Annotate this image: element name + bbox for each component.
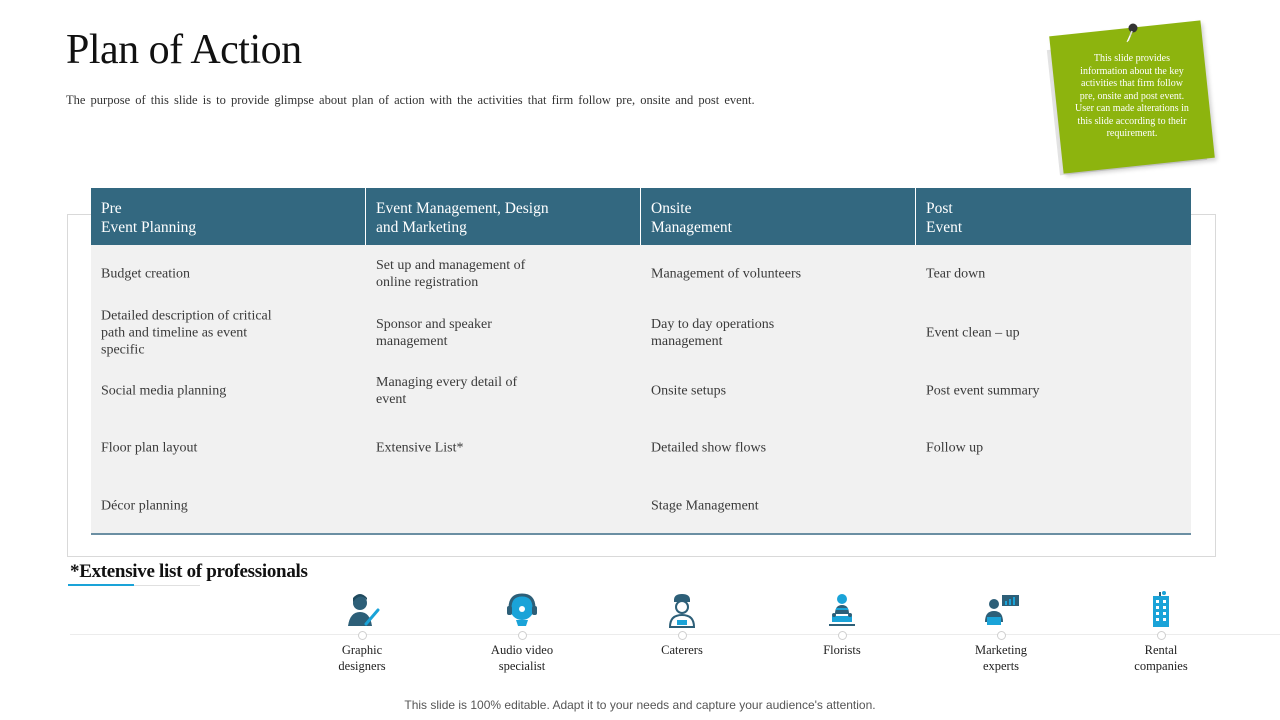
- connector-dot: [358, 631, 367, 640]
- table-cell: Social media planning: [101, 383, 227, 399]
- chef-icon: [662, 590, 702, 630]
- table-cell: Tear down: [926, 266, 986, 282]
- connector-dot: [997, 631, 1006, 640]
- professional-label: Florists: [823, 643, 861, 657]
- professional-caterers: [627, 590, 737, 658]
- professional-label: Graphic designers: [338, 643, 386, 673]
- table-cell: Budget creation: [101, 266, 191, 282]
- table-cell: Managing every detail of event: [376, 375, 518, 407]
- table-cell: Décor planning: [101, 498, 188, 514]
- marketing-icon: [981, 590, 1021, 630]
- heading-divider: [134, 585, 200, 586]
- pushpin-icon: [1124, 22, 1140, 44]
- professional-audio-video: [467, 590, 577, 674]
- heading-accent-line: [68, 584, 134, 586]
- table-cell: Management of volunteers: [651, 266, 802, 282]
- header-event-management: Event Management, Design and Marketing: [366, 188, 641, 245]
- professional-marketing: [946, 590, 1056, 674]
- professional-label: Rental companies: [1134, 643, 1188, 673]
- header-pre-event: Pre Event Planning: [91, 188, 366, 245]
- building-icon: [1141, 590, 1181, 630]
- table-cell: Sponsor and speaker management: [376, 317, 492, 349]
- professional-label: Marketing experts: [974, 643, 1028, 673]
- table-cell: Event clean – up: [926, 325, 1020, 341]
- plan-table: [91, 188, 1191, 535]
- table-cell: Detailed description of critical path and timeline as event specific: [101, 308, 272, 358]
- header-onsite: Onsite Management: [641, 188, 916, 245]
- table-cell: Extensive List*: [376, 440, 464, 456]
- table-cell: Detailed show flows: [651, 440, 767, 456]
- florist-icon: [822, 590, 862, 630]
- professional-graphic-designers: [307, 590, 417, 674]
- professionals-heading: *Extensive list of professionals: [70, 561, 308, 582]
- header-post-event: Post Event: [916, 188, 1191, 245]
- table-header: [91, 188, 1191, 245]
- footer-note: This slide is 100% editable. Adapt it to your needs and capture your audience's attention.: [404, 698, 876, 712]
- graphic-designer-icon: [342, 590, 382, 630]
- headphones-icon: [502, 590, 542, 630]
- table-cell: Stage Management: [651, 498, 759, 514]
- connector-dot: [518, 631, 527, 640]
- table-cell: Set up and management of online registration: [376, 258, 526, 290]
- professional-label: Audio video specialist: [490, 643, 554, 673]
- table-cell: Post event summary: [926, 383, 1040, 399]
- connector-dot: [678, 631, 687, 640]
- table-cell: Follow up: [926, 440, 984, 456]
- professional-florists: [787, 590, 897, 658]
- connector-dot: [838, 631, 847, 640]
- page-title: Plan of Action: [66, 27, 302, 73]
- professional-rental: [1106, 590, 1216, 674]
- sticky-note-text: This slide provides information about the key activities that firm follow pre, onsite and post event. User can made alterations in this slide according to their requirement.: [1075, 53, 1189, 140]
- connector-dot: [1157, 631, 1166, 640]
- professional-label: Caterers: [661, 643, 703, 657]
- table-cell: Onsite setups: [651, 383, 727, 399]
- table-cell: Day to day operations management: [651, 317, 775, 349]
- table-cell: Floor plan layout: [101, 440, 198, 456]
- page-subtitle: The purpose of this slide is to provide glimpse about plan of action with the activities that firm follow pre, onsite and post event.: [66, 93, 755, 107]
